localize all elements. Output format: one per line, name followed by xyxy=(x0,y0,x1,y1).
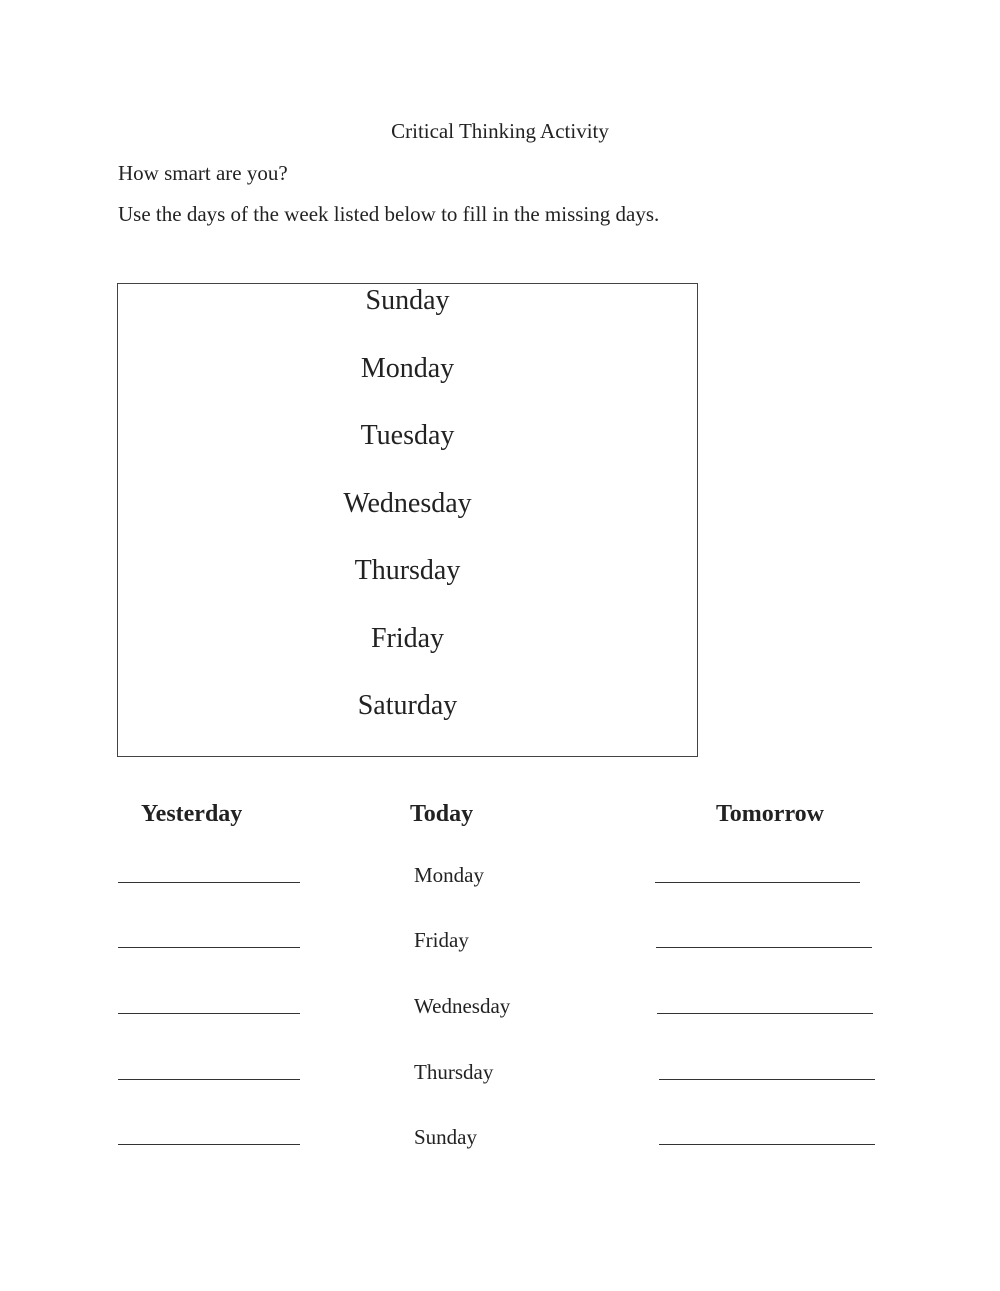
today-day: Wednesday xyxy=(414,994,511,1018)
tomorrow-blank[interactable] xyxy=(659,1144,875,1145)
answer-row xyxy=(0,1125,1000,1172)
worksheet-title: Critical Thinking Activity xyxy=(391,119,609,143)
word-bank-box xyxy=(117,283,698,757)
word-bank-day: Sunday xyxy=(365,285,450,316)
today-day: Thursday xyxy=(414,1060,494,1084)
tomorrow-column-heading: Tomorrow xyxy=(716,801,824,827)
word-bank-day: Wednesday xyxy=(343,488,472,519)
answer-row xyxy=(0,863,1000,910)
yesterday-blank[interactable] xyxy=(118,1013,300,1014)
yesterday-blank[interactable] xyxy=(118,1079,300,1080)
word-bank-day: Friday xyxy=(370,623,445,654)
tomorrow-blank[interactable] xyxy=(655,882,860,883)
yesterday-column-heading: Yesterday xyxy=(141,801,243,827)
word-bank-day: Monday xyxy=(360,353,455,384)
tomorrow-blank[interactable] xyxy=(656,947,872,948)
word-bank-day: Saturday xyxy=(357,690,458,721)
word-bank-day: Tuesday xyxy=(360,420,455,451)
today-day: Monday xyxy=(414,863,484,887)
tomorrow-blank[interactable] xyxy=(659,1079,875,1080)
yesterday-blank[interactable] xyxy=(118,882,300,883)
today-day: Sunday xyxy=(414,1125,477,1149)
yesterday-blank[interactable] xyxy=(118,947,300,948)
tomorrow-blank[interactable] xyxy=(657,1013,873,1014)
question-text: How smart are you? xyxy=(118,161,288,185)
yesterday-blank[interactable] xyxy=(118,1144,300,1145)
today-column-heading: Today xyxy=(410,801,474,827)
instructions-text: Use the days of the week listed below to fill in the missing days. xyxy=(118,202,660,226)
today-day: Friday xyxy=(414,928,469,952)
answer-row xyxy=(0,928,1000,975)
answer-row xyxy=(0,1060,1000,1107)
word-bank-day: Thursday xyxy=(354,555,461,586)
answer-row xyxy=(0,994,1000,1041)
